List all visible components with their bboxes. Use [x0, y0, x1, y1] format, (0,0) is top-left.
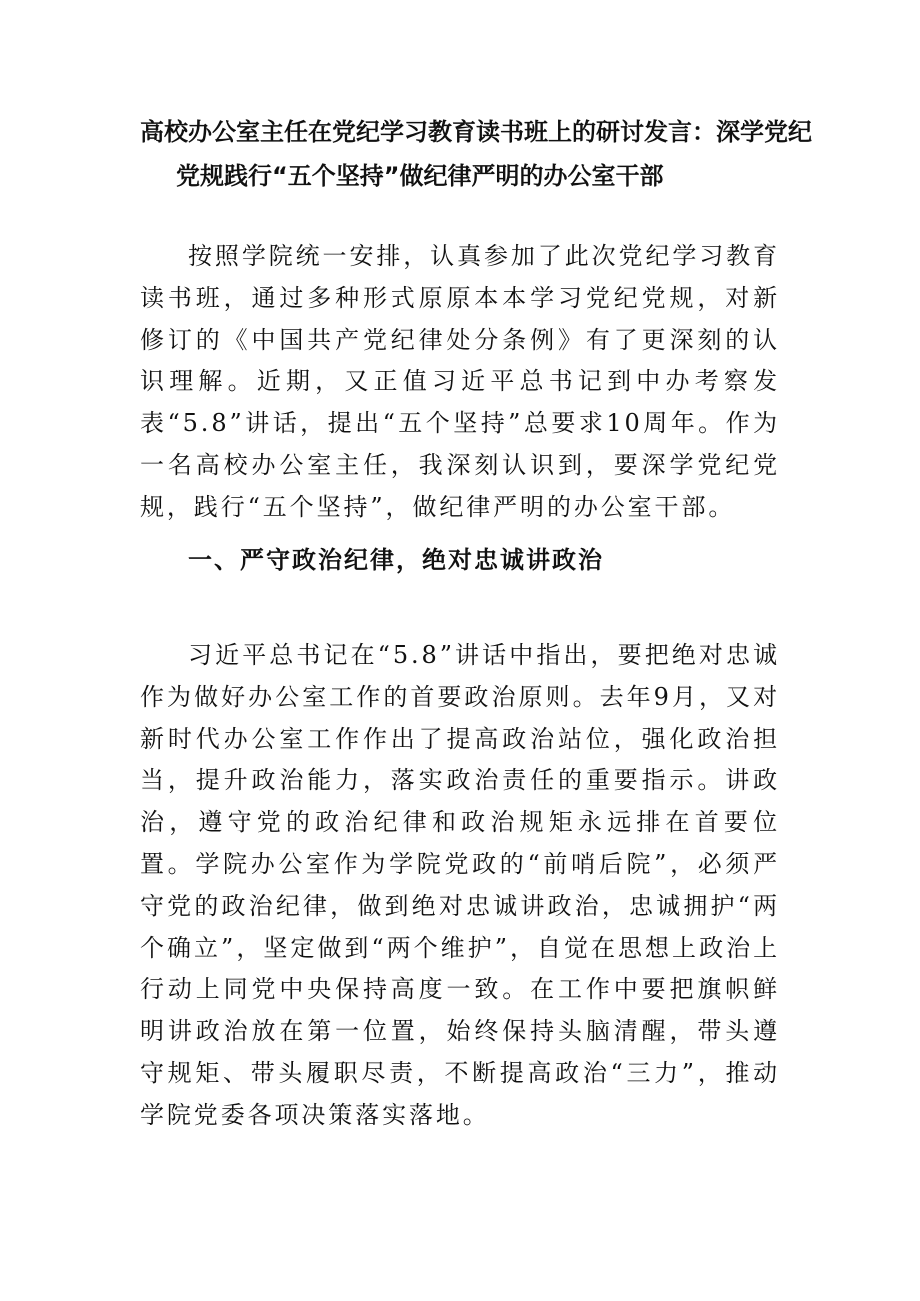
section-heading-1: 一、严守政治纪律，绝对忠诚讲政治: [188, 545, 604, 574]
section-1-paragraph: 习近平总书记在“5.8”讲话中指出，要把绝对忠诚作为做好办公室工作的首要政治原则。去年9月，又对新时代办公室工作作出了提高政治站位，强化政治担当，提升政治能力，落实政治责任的重要指示。讲政治，遵守党的政治纪律和政治规矩永远排在首要位置。学院办公室作为学院党政的“前哨后院”，必须严守党的政治纪律，做到绝对忠诚讲政治，忠诚拥护“两个确立”，坚定做到“两个维护”，自觉在思想上政治上行动上同党中央保持高度一致。在工作中要把旗帜鲜明讲政治放在第一位置，始终保持头脑清醒，带头遵守规矩、带头履职尽责，不断提高政治“三力”，推动学院党委各项决策落实落地。: [140, 641, 780, 1129]
document-title: [120, 110, 812, 198]
title-line-1: 高校办公室主任在党纪学习教育读书班上的研讨发言：深学党纪: [140, 118, 812, 146]
intro-paragraph: 按照学院统一安排，认真参加了此次党纪学习教育读书班，通过多种形式原原本本学习党纪党规，对新修订的《中国共产党纪律处分条例》有了更深刻的认识理解。近期，又正值习近平总书记到中办考察发表“5.8”讲话，提出“五个坚持”总要求10周年。作为一名高校办公室主任，我深刻认识到，要深学党纪党规，践行“五个坚持”，做纪律严明的办公室干部。: [140, 242, 780, 521]
title-line-2: 党规践行“五个坚持”做纪律严明的办公室干部: [176, 162, 664, 190]
